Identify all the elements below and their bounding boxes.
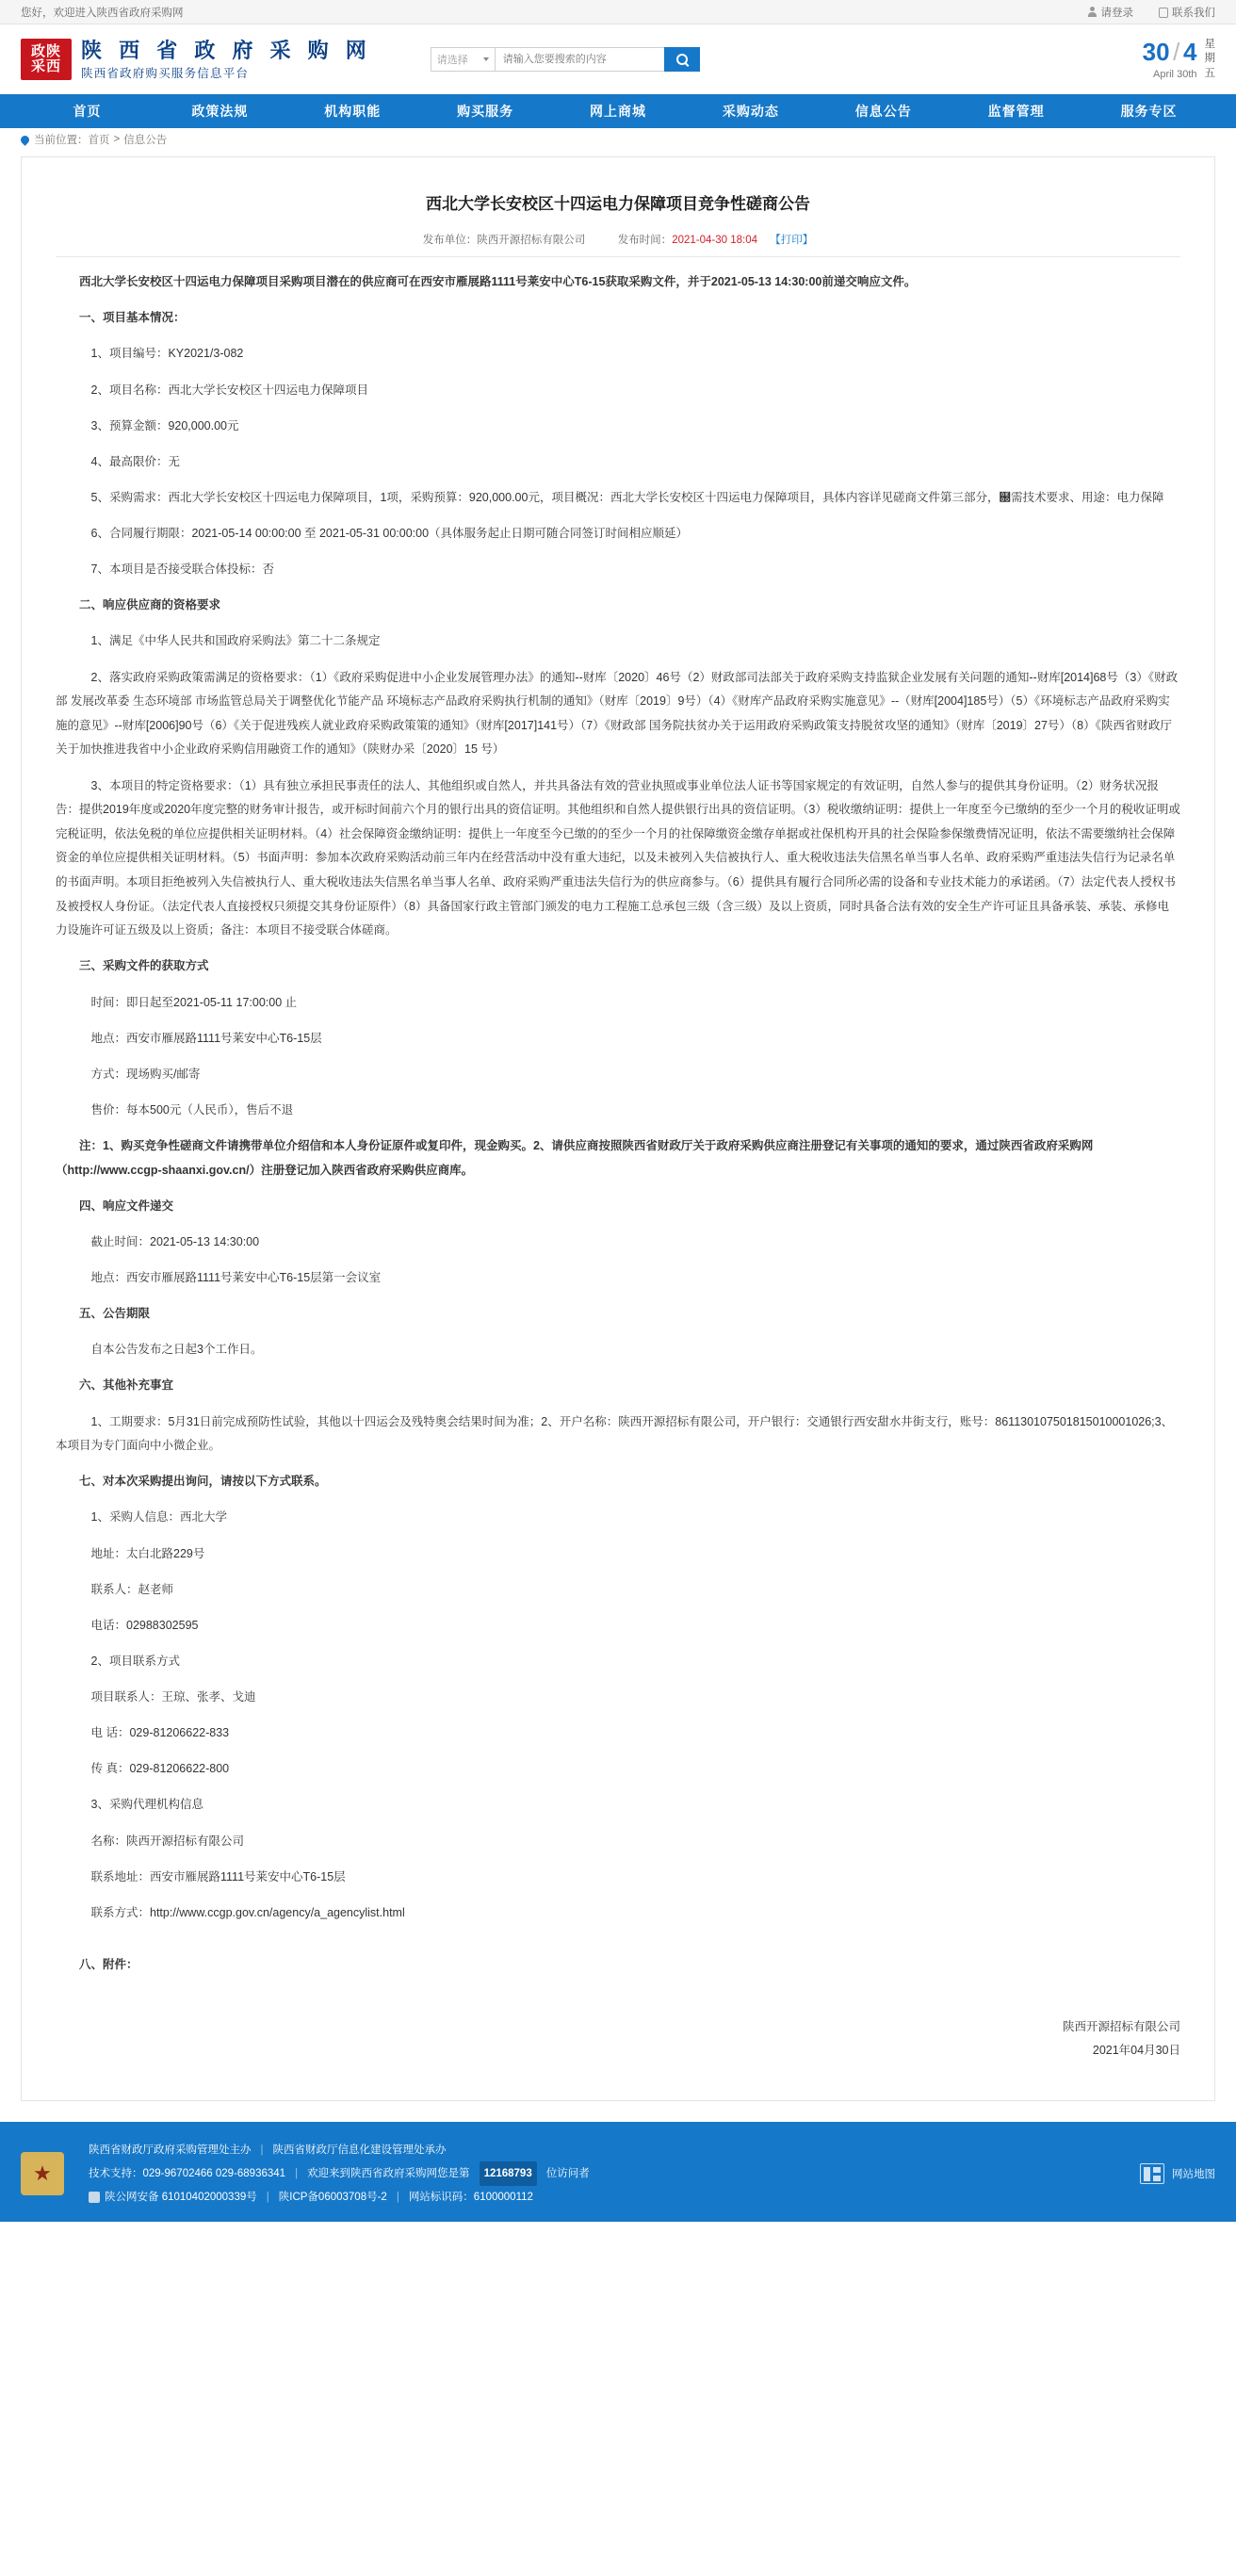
site-logo-badge[interactable] (21, 39, 72, 80)
footer-support: 技术支持：029-96702466 029-68936341 (89, 2168, 286, 2180)
login-label: 请登录 (1100, 7, 1133, 19)
police-badge-icon (89, 2192, 100, 2203)
sitemap-link[interactable] (1140, 2163, 1215, 2184)
section-1-item-4: 4、最高限价：无 (90, 454, 180, 468)
section-3-item-4: 售价：每本500元（人民币），售后不退 (90, 1102, 294, 1117)
site-name: 陕 西 省 政 府 采 购 网 (81, 39, 372, 63)
nav-item-policy[interactable]: 政策法规 (191, 104, 249, 119)
weekday-char2: 期 (1204, 53, 1215, 65)
footer-visitor-suffix: 位访问者 (545, 2168, 590, 2180)
nav-item-notices[interactable]: 信息公告 (854, 104, 912, 119)
section-heading-1: 一、项目基本情况： (79, 311, 186, 325)
signature-block (56, 2015, 1180, 2062)
date-month-en: April (1153, 69, 1175, 81)
site-header (0, 24, 1236, 94)
footer-host: 陕西省财政厅政府采购管理处主办 (89, 2144, 252, 2157)
greeting-text: 您好，欢迎进入陕西省政府采购网 (21, 7, 184, 19)
date-day-en: 30th (1177, 69, 1197, 81)
section-7-item-4: 电话：02988302595 (90, 1618, 199, 1632)
section-2-item-3: 3、本项目的特定资格要求：（1）具有独立承担民事责任的法人、其他组织或自然人，并共具备法有效的营业执照或事业单位法人证书等国家规定的有效证明，自然人参与的提供其身份证明。（2）财务状况报告：提供2019年度或2020年度完整的财务审计报告，或开标时间前六个月的银行出具的资信证明。其他组织和自然人提供银行出具的资信证明。（3）税收缴纳证明：提供上一年度至今已缴纳的至少一个月的税收证明或完税证明，依法免税的单位应提供相关证明材料。（4）社会保障资金缴纳证明：提供上一年度至今已缴的的至少一个月的社保障缴资金缴存单据或社保机构开具的社会保险参保缴费情况证明，依法不需要缴纳社会保障资金的单位应提供相关证明材料。（5）书面声明：参加本次政府采购活动前三年内在经营活动中没有重大违纪，以及未被列入失信被执行人、重大税收违法失信黑名单当事人名单、政府采购严重违法失信行为记录名单的书面声明。本项目拒绝被列入失信被执行人、重大税收违法失信黑名单当事人名单、政府采购严重违法失信行为的供应商参与。（6）提供具有履行合同所必需的设备和专业技术能力的承诺函。（7）法定代表人授权书及被授权人身份证。（法定代表人直接授权只须提交其身份证原件）（8）具备国家行政主管部门颁发的电力工程施工总承包三级（含三级）及以上资质，同时具备合法有效的安全生产许可证且具备承装、承装、承修电力设施许可证五级及以上资质；备注：本项目不接受联合体磋商。 (56, 778, 1180, 937)
signature-company: 陕西开源招标有限公司 (1062, 2020, 1180, 2034)
section-2-item-2: 2、落实政府采购政策需满足的资格要求：（1）《政府采购促进中小企业发展管理办法》的通知--财库〔2020〕46号（2）财政部司法部关于政府采购支持监狱企业发展有关问题的通知--财库[2014]68号（3）《财政部 发展改革委 生态环境部 市场监管总局关于调整优化节能产品 环境标志产品政府采购执行机制的通知》（财库〔2019〕9号）（4）《财库产品政府采购实施意见》--（财库[2004]185号）（5）《环境标志产品政府采购实施的意见》--财库[2006]90号（6）《关于促进残疾人就业政府采购政策策的通知》（财库[2017]141号）（7）《财政部 国务院扶贫办关于运用政府采购政策支持脱贫攻坚的通知》（财库〔2019〕27号）（8）《陕西省财政厅关于加快推进我省中小企业政府采购信用融资工作的通知》（陕财办采〔2020〕15 号） (56, 670, 1179, 757)
publish-date-label: 发布时间： (617, 235, 673, 247)
sitemap-label: 网站地图 (1172, 2169, 1215, 2181)
breadcrumb-prefix: 当前位置： (34, 135, 89, 146)
date-slash: / (1173, 38, 1180, 67)
search-input[interactable] (495, 47, 664, 72)
nav-item-home[interactable]: 首页 (73, 104, 102, 119)
divider (56, 256, 1180, 257)
section-heading-6: 六、其他补充事宜 (79, 1378, 174, 1393)
section-3-item-2: 地点：西安市雁展路1111号莱安中心T6-15层 (90, 1031, 322, 1045)
site-footer (0, 2122, 1236, 2222)
section-7-item-7: 电 话：029-81206622-833 (90, 1726, 230, 1740)
section-heading-3: 三、采购文件的获取方式 (79, 959, 209, 973)
weekday-label (1205, 38, 1216, 82)
section-3-item-3: 方式：现场购买/邮寄 (90, 1067, 201, 1081)
section-1-item-1: 1、项目编号：KY2021/3-082 (90, 347, 244, 361)
section-2-item-1: 1、满足《中华人民共和国政府采购法》第二十二条规定 (90, 634, 381, 648)
chevron-down-icon (483, 57, 489, 61)
site-code: 网站标识码：6100000112 (408, 2192, 533, 2204)
footer-line-3 (89, 2186, 1121, 2209)
section-7-item-6: 项目联系人：王琼、张孝、戈迪 (90, 1690, 256, 1704)
logo-badge-line2: 采西 (30, 58, 61, 74)
publish-date-value: 2021-04-30 18:04 (672, 235, 757, 247)
footer-operator: 陕西省财政厅信息化建设管理处承办 (272, 2144, 447, 2157)
footer-sep-1: | (260, 2144, 264, 2157)
section-7-item-9: 3、采购代理机构信息 (90, 1798, 203, 1812)
logo-badge-line1: 政陕 (30, 43, 61, 60)
weekday-char1: 星 (1204, 38, 1215, 50)
breadcrumb-separator: > (113, 134, 121, 145)
search-icon (676, 54, 688, 65)
top-utility-bar (0, 0, 1236, 24)
footer-sep-2: | (295, 2168, 299, 2180)
nav-item-supervision[interactable]: 监督管理 (987, 104, 1045, 119)
section-3-item-1: 时间：即日起至2021-05-11 17:00:00 止 (90, 995, 298, 1009)
nav-item-functions[interactable]: 机构职能 (324, 104, 382, 119)
nav-item-zone[interactable]: 服务专区 (1120, 104, 1178, 119)
notice-card (21, 156, 1215, 2101)
nav-item-services[interactable]: 购买服务 (457, 104, 514, 119)
section-4-item-1: 截止时间：2021-05-13 14:30:00 (90, 1234, 260, 1248)
section-heading-4: 四、响应文件递交 (79, 1198, 174, 1213)
section-7-item-1: 1、采购人信息：西北大学 (90, 1510, 227, 1524)
search-button[interactable] (664, 47, 700, 72)
location-pin-icon (19, 134, 31, 146)
section-1-item-7: 7、本项目是否接受联合体投标：否 (90, 562, 274, 577)
publisher-label: 发布单位： (422, 235, 478, 247)
icp-record[interactable]: 陕ICP备06003708号-2 (278, 2192, 387, 2204)
section-4-item-2: 地点：西安市雁展路1111号莱安中心T6-15层第一会议室 (90, 1271, 382, 1285)
national-emblem-icon: ★ (21, 2152, 64, 2195)
login-link[interactable] (1087, 5, 1134, 20)
search-bar (431, 47, 700, 72)
search-category-value: 请选择 (436, 55, 468, 66)
contact-link[interactable] (1158, 5, 1215, 20)
visitor-count: 12168793 (480, 2161, 537, 2186)
breadcrumb-home[interactable]: 首页 (88, 135, 110, 146)
footer-sep-3: | (266, 2192, 269, 2204)
police-record-link[interactable] (89, 2186, 257, 2209)
footer-line-2 (89, 2161, 1121, 2186)
section-heading-8: 八、附件： (79, 1958, 138, 1972)
signature-date: 2021年04月30日 (1092, 2044, 1180, 2058)
notice-body (56, 270, 1180, 2062)
footer-sep-4: | (396, 2192, 399, 2204)
section-1-item-6: 6、合同履行期限：2021-05-14 00:00:00 至 2021-05-31 00:00:00（具体服务起止日期可随合同签订时间相应顺延） (90, 527, 689, 541)
section-1-item-3: 3、预算金额：920,000.00元 (90, 418, 239, 432)
section-3-note: 注：1、购买竞争性磋商文件请携带单位介绍信和本人身份证原件或复印件，现金购买。2、请供应商按照陕西省财政厅关于政府采购供应商注册登记有关事项的通知的要求，通过陕西省政府采购网（http://www.ccgp-shaanxi.gov.cn/）注册登记加入陕西省政府采购供应商库。 (56, 1139, 1094, 1177)
police-record-text: 陕公网安备 61010402000339号 (105, 2192, 257, 2204)
person-icon (1087, 7, 1098, 17)
sitemap-icon (1140, 2163, 1164, 2184)
section-heading-2: 二、响应供应商的资格要求 (79, 598, 221, 612)
date-display (1143, 38, 1215, 82)
section-1-item-5: 5、采购需求：西北大学长安校区十四运电力保障项目，1项，采购预算：920,000.00元，项目概况：西北大学长安校区十四运电力保障项目，具体内容详见磋商文件第三部分，฀需技术要求、用途：电力保障 (90, 490, 1164, 504)
date-day: 30 (1142, 38, 1170, 67)
page-title: 西北大学长安校区十四运电力保障项目竞争性磋商公告 (426, 195, 810, 213)
footer-visitor-text: 欢迎来到陕西省政府采购网您是第 (307, 2168, 470, 2180)
section-1-item-2: 2、项目名称：西北大学长安校区十四运电力保障项目 (90, 383, 368, 397)
publisher-value: 陕西开源招标有限公司 (477, 235, 586, 247)
footer-line-1 (89, 2139, 1121, 2161)
contact-label: 联系我们 (1172, 7, 1215, 19)
breadcrumb-current: 信息公告 (123, 135, 168, 146)
section-5-item-1: 自本公告发布之日起3个工作日。 (90, 1343, 263, 1357)
search-category-select[interactable] (431, 47, 495, 72)
phone-icon (1158, 7, 1168, 17)
site-subtitle: 陕西省政府购买服务信息平台 (81, 66, 250, 80)
section-7-item-3: 联系人：赵老师 (90, 1582, 174, 1596)
section-7-item-12[interactable]: 联系方式：http://www.ccgp.gov.cn/agency/a_agencylist.html (90, 1905, 405, 1919)
section-7-item-2: 地址：太白北路229号 (90, 1546, 205, 1560)
section-6-item-1: 1、工期要求：5月31日前完成预防性试验，其他以十四运会及残特奥会结果时间为准；2、开户名称：陕西开源招标有限公司，开户银行：交通银行西安甜水井街支行，账号：861130107501815010001026;3、本项目为专门面向中小微企业。 (56, 1414, 1174, 1453)
site-title-block (81, 38, 372, 81)
print-button[interactable]: 【打印】 (770, 235, 814, 247)
nav-item-news[interactable]: 采购动态 (722, 104, 779, 119)
breadcrumb (0, 128, 1236, 151)
section-heading-7: 七、对本次采购提出询问，请按以下方式联系。 (79, 1475, 327, 1489)
date-month: 4 (1183, 38, 1197, 67)
main-nav (0, 94, 1236, 128)
footer-text-block (89, 2139, 1121, 2209)
section-7-item-10: 名称：陕西开源招标有限公司 (90, 1834, 245, 1848)
section-7-item-11: 联系地址：西安市雁展路1111号莱安中心T6-15层 (90, 1869, 346, 1883)
section-7-item-5: 2、项目联系方式 (90, 1654, 180, 1668)
section-heading-5: 五、公告期限 (79, 1307, 151, 1321)
nav-item-mall[interactable]: 网上商城 (590, 104, 646, 119)
section-7-item-8: 传 真：029-81206622-800 (90, 1762, 230, 1776)
intro-paragraph: 西北大学长安校区十四运电力保障项目采购项目潜在的供应商可在西安市雁展路1111号莱安中心T6-15获取采购文件，并于2021-05-13 14:30:00前递交响应文件。 (79, 275, 917, 289)
document-meta (56, 232, 1180, 247)
weekday-char3: 五 (1204, 67, 1215, 79)
